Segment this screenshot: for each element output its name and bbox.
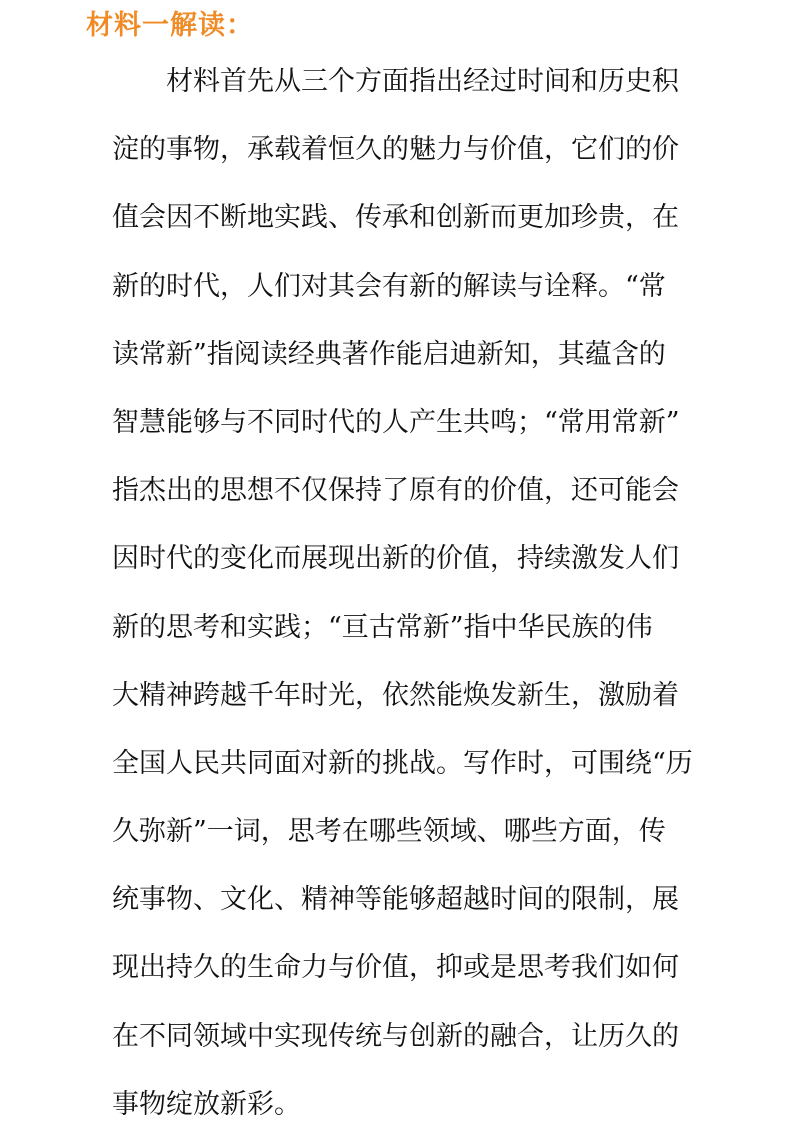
paragraph-line: 新的时代，人们对其会有新的解读与诠释。“常 — [112, 270, 666, 302]
paragraph-line: 材料首先从三个方面指出经过时间和历史积 — [166, 66, 679, 97]
paragraph-line: 事物绽放新彩。 — [112, 1088, 301, 1120]
paragraph-line: 智慧能够与不同时代的人产生共鸣；“常用常新” — [112, 406, 680, 438]
paragraph-line: 因时代的变化而展现出新的价值，持续激发人们 — [112, 543, 679, 575]
paragraph-line: 在不同领域中实现传统与创新的融合，让历久的 — [112, 1020, 679, 1052]
paragraph-line: 现出持久的生命力与价值，抑或是思考我们如何 — [112, 952, 679, 984]
paragraph-line: 读常新”指阅读经典著作能启迪新知，其蕴含的 — [112, 338, 666, 370]
analysis-paragraph — [112, 48, 692, 1139]
paragraph-line: 全国人民共同面对新的挑战。写作时，可围绕“历 — [112, 747, 693, 779]
paragraph-line: 大精神跨越千年时光，依然能焕发新生，激励着 — [112, 679, 679, 711]
paragraph-line: 指杰出的思想不仅保持了原有的价值，还可能会 — [112, 475, 679, 507]
paragraph-line: 久弥新”一词，思考在哪些领域、哪些方面，传 — [112, 816, 666, 848]
section-heading: 材料一解读： — [86, 10, 254, 41]
paragraph-line: 值会因不断地实践、传承和创新而更加珍贵，在 — [112, 202, 679, 234]
paragraph-line: 统事物、文化、精神等能够超越时间的限制，展 — [112, 884, 679, 916]
paragraph-line: 新的思考和实践；“亘古常新”指中华民族的伟 — [112, 611, 653, 643]
paragraph-line: 淀的事物，承载着恒久的魅力与价值，它们的价 — [112, 134, 679, 166]
